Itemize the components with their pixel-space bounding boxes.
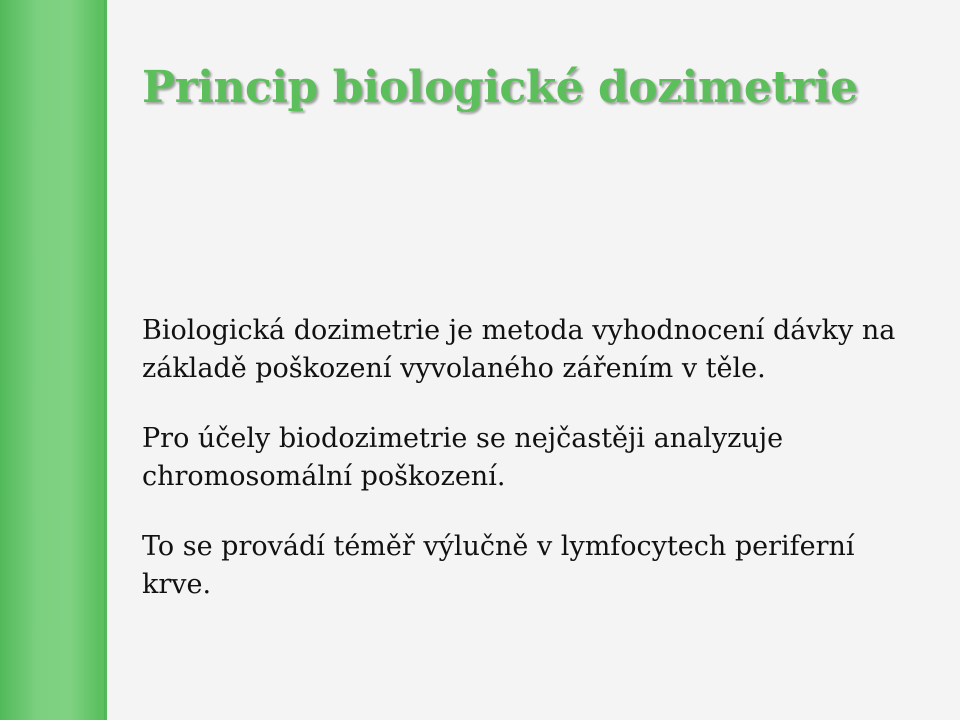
body-paragraph-2: Pro účely biodozimetrie se nejčastěji analyzuje chromosomální poškození. — [142, 423, 784, 492]
slide-body — [142, 312, 932, 636]
side-bar-edge — [104, 0, 108, 720]
slide-title: Princip biologické dozimetrie — [142, 62, 858, 113]
body-paragraph-3: To se provádí téměř výlučně v lymfocytech periferní krve. — [142, 531, 855, 600]
body-paragraph-1: Biologická dozimetrie je metoda vyhodnocení dávky na základě poškození vyvolaného zářením v těle. — [142, 315, 896, 384]
decorative-side-bar — [0, 0, 107, 720]
